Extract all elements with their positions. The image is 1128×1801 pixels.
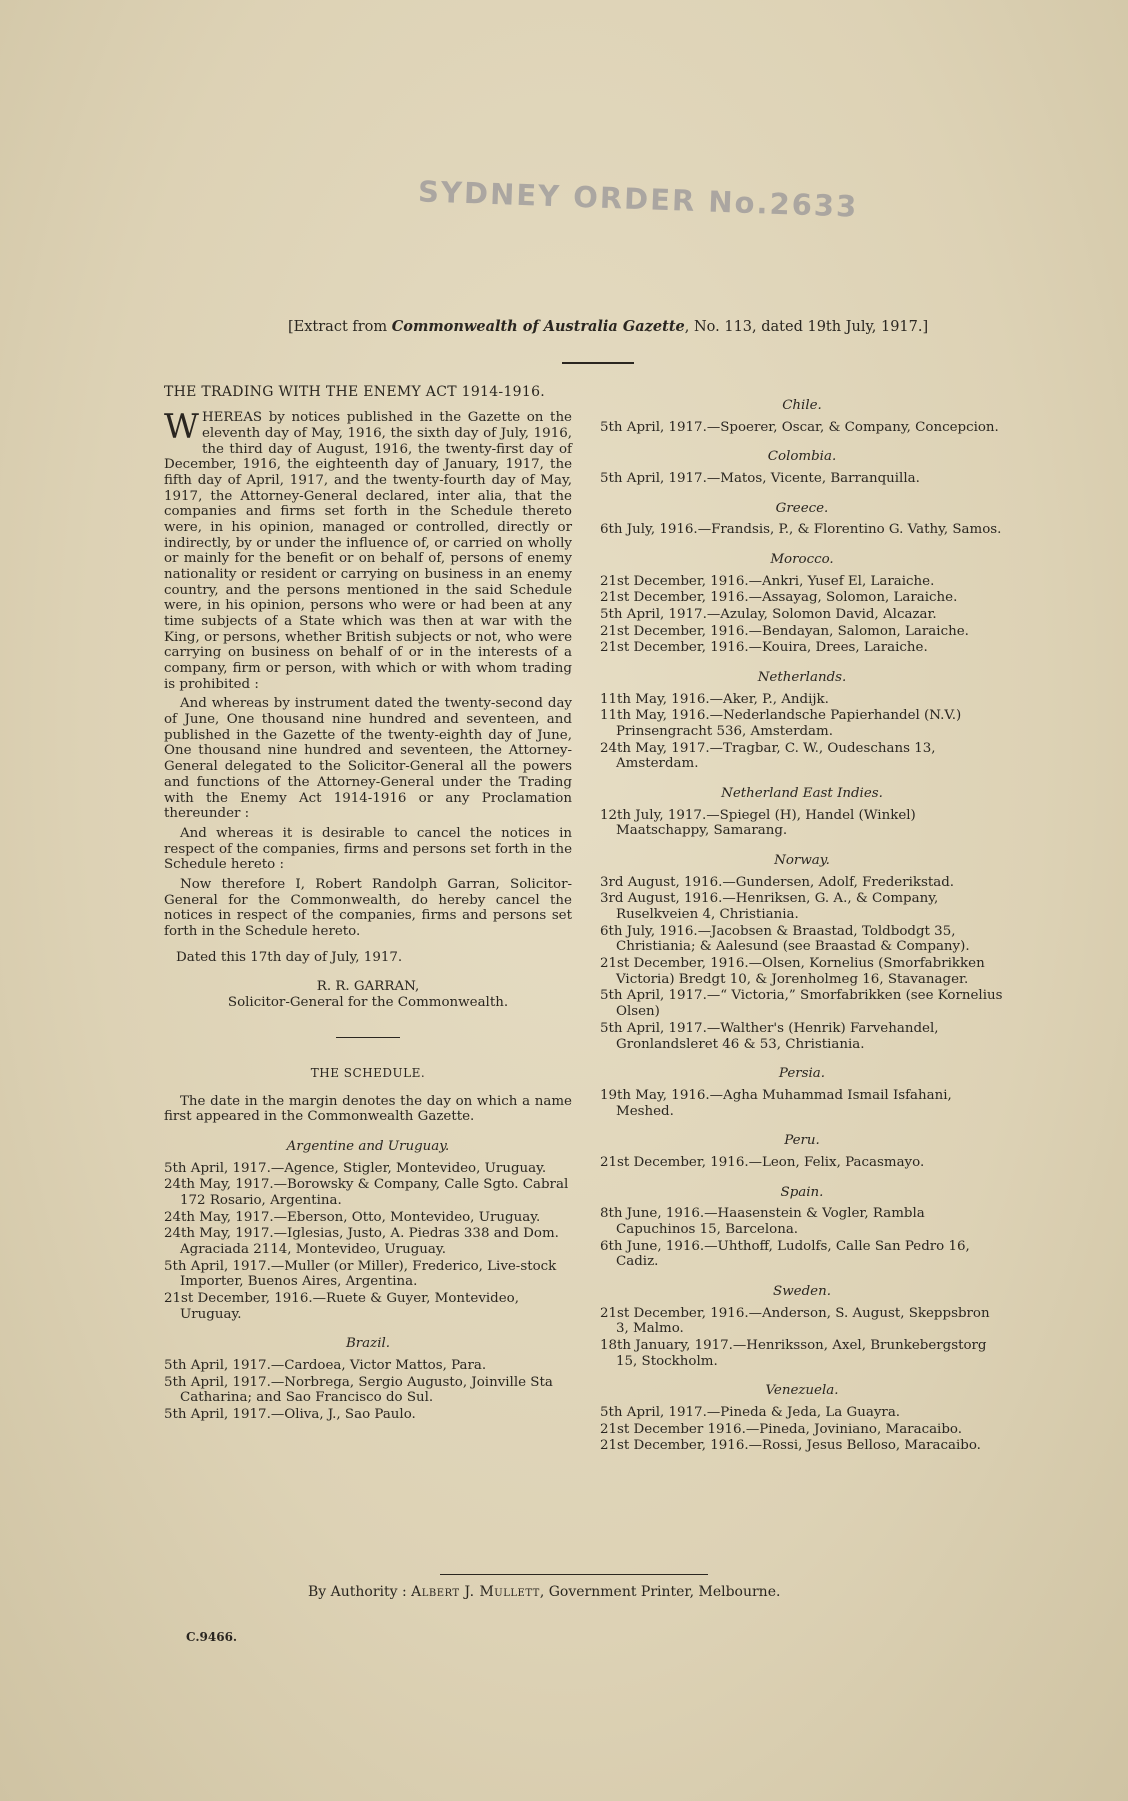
schedule-entry: 24th May, 1917.—Iglesias, Justo, A. Piedras 338 and Dom. Agraciada 2114, Montevideo, Uruguay. [164, 1226, 559, 1257]
schedule-entry: 5th April, 1917.—Spoerer, Oscar, & Company, Concepcion. [600, 419, 999, 435]
country-heading: Peru. [784, 1133, 820, 1149]
schedule-entry: 21st December, 1916.—Assayag, Solomon, Laraiche. [600, 590, 958, 606]
country-heading: Greece. [775, 500, 829, 516]
schedule-entry: 21st December 1916.—Pineda, Joviniano, Maracaibo. [600, 1421, 962, 1437]
schedule-entry: 5th April, 1917.—Oliva, J., Sao Paulo. [164, 1407, 416, 1423]
extract-publication: Commonwealth of Australia Gazette [391, 318, 685, 335]
schedule-entry: 19th May, 1916.—Agha Muhammad Ismail Isfahani, Meshed. [600, 1087, 952, 1119]
country-heading: Norway. [774, 853, 830, 869]
country-heading: Brazil. [345, 1336, 391, 1352]
left-schedule-sections [164, 1139, 572, 1423]
schedule-entry: 12th July, 1917.—Spiegel (H), Handel (Winkel) Maatschappy, Samarang. [600, 807, 916, 839]
act-paragraph-3: And whereas it is desirable to cancel the notices in respect of the companies, firms and persons set forth in the Schedule hereto : [164, 825, 572, 873]
act-paragraph-2: And whereas by instrument dated the twenty-second day of June, One thousand nine hundred and seventeen, and published in the Gazette of the twenty-eighth day of June, One thousand nine hundred and seventeen, the Attorney-General delegated to the Solicitor-General all the powers and functions of the Attorney-General under the Trading with the Enemy Act 1914-1916 or any Proclamation thereunder : [164, 696, 572, 822]
signatory: R. R. GARRAN, [316, 979, 420, 995]
schedule-entry: 5th April, 1917.—Agence, Stigler, Montevideo, Uruguay. [164, 1160, 547, 1176]
country-heading: Chile. [782, 398, 822, 413]
schedule-entry: 3rd August, 1916.—Gundersen, Adolf, Frederikstad. [600, 874, 955, 890]
country-heading: Venezuela. [765, 1383, 839, 1399]
country-heading: Netherland East Indies. [721, 786, 883, 802]
extract-suffix: , No. 113, dated 19th July, 1917.] [684, 319, 929, 335]
schedule-entry: 3rd August, 1916.—Henriksen, G. A., & Company, Ruselkveien 4, Christiania. [600, 891, 939, 923]
printer-name: Albert J. Mullett [411, 1584, 540, 1600]
act-paragraph-4: Now therefore I, Robert Randolph Garran, Solicitor-General for the Commonwealth, do hereby cancel the notices in respect of the companies, firms and persons set forth in the Schedule hereto. [164, 876, 572, 939]
schedule-title: THE SCHEDULE. [310, 1065, 426, 1080]
schedule-entry: 11th May, 1916.—Aker, P., Andijk. [600, 691, 829, 707]
right-column [600, 384, 1004, 1455]
schedule-entry: 5th April, 1917.—Pineda & Jeda, La Guayra. [600, 1404, 901, 1420]
schedule-note: The date in the margin denotes the day on which a name first appeared in the Commonwealth Gazette. [164, 1093, 572, 1125]
left-column [164, 384, 572, 1424]
country-heading: Sweden. [773, 1283, 831, 1299]
act-title: THE TRADING WITH THE ENEMY ACT 1914-1916. [164, 384, 546, 400]
extract-line [288, 318, 968, 335]
country-heading: Netherlands. [757, 670, 847, 686]
document-code: C.9466. [186, 1630, 238, 1644]
footer-prefix: By Authority : [308, 1584, 412, 1600]
schedule-entry: 5th April, 1917.—Muller (or Miller), Frederico, Live-stock Importer, Buenos Aires, Argentina. [164, 1258, 557, 1290]
footer-rule [440, 1574, 708, 1575]
schedule-entry: 8th June, 1916.—Haasenstein & Vogler, Rambla Capuchinos 15, Barcelona. [600, 1206, 925, 1237]
header-rule [562, 362, 634, 364]
schedule-entry: 5th April, 1917.—“ Victoria,” Smorfabrikken (see Kornelius Olsen) [600, 988, 1003, 1020]
section-divider [336, 1037, 400, 1038]
schedule-entry: 24th May, 1917.—Borowsky & Company, Calle Sgto. Cabral 172 Rosario, Argentina. [164, 1177, 569, 1208]
country-heading: Colombia. [767, 449, 837, 465]
schedule-entry: 21st December, 1916.—Bendayan, Salomon, Laraiche. [600, 623, 969, 639]
schedule-entry: 21st December, 1916.—Ankri, Yusef El, Laraiche. [600, 573, 935, 589]
extract-prefix: [Extract from [288, 319, 392, 335]
act-paragraph-1-text: HEREAS by notices published in the Gazette on the eleventh day of May, 1916, the sixth day of July, 1916, the third day of August, 1916, the twenty-first day of December, 1916, the eighteenth day of January, 1917, the fifth day of April, 1917, and the twenty-fourth day of May, 1917, the Attorney-General declared, inter alia, that the companies and firms set forth in the Schedule thereto were, in his opinion, managed or controlled, directly or indirectly, by or under the influence of, or carried on wholly or mainly for the benefit or on behalf of, persons of enemy nationality or resident or carrying on business in an enemy country, and the persons mentioned in the said Schedule were, in his opinion, persons who were or had been at any time subjects of a State which was then at war with the King, or persons, whether British subjects or not, who were carrying on business on behalf of or in the interests of a company, firm or person, with which or with whom trading is prohibited : [164, 410, 572, 692]
schedule-entry: 18th January, 1917.—Henriksson, Axel, Brunkebergstorg 15, Stockholm. [600, 1337, 987, 1369]
country-heading: Persia. [778, 1066, 826, 1082]
schedule-entry: 21st December, 1916.—Anderson, S. August, Skeppsbron 3, Malmo. [600, 1305, 990, 1337]
schedule-entry: 21st December, 1916.—Olsen, Kornelius (Smorfabrikken Victoria) Bredgt 10, & Jorenholmeg 16, Stavanager. [600, 956, 985, 987]
sydney-order-stamp: SYDNEY ORDER No.2633 [417, 174, 859, 224]
schedule-entry: 24th May, 1917.—Eberson, Otto, Montevideo, Uruguay. [164, 1209, 541, 1225]
schedule-entry: 5th April, 1917.—Azulay, Solomon David, Alcazar. [600, 607, 937, 623]
schedule-entry: 6th July, 1916.—Frandsis, P., & Florentino G. Vathy, Samos. [600, 522, 1002, 538]
schedule-entry: 21st December, 1916.—Leon, Felix, Pacasmayo. [600, 1154, 925, 1170]
act-paragraph-1 [164, 407, 572, 692]
schedule-entry: 21st December, 1916.—Kouira, Drees, Laraiche. [600, 640, 928, 656]
dated-line: Dated this 17th day of July, 1917. [176, 949, 403, 965]
drop-cap: W [164, 407, 199, 448]
signatory-title: Solicitor-General for the Commonwealth. [227, 994, 509, 1010]
schedule-entry: 21st December, 1916.—Rossi, Jesus Belloso, Maracaibo. [600, 1438, 981, 1454]
footer-suffix: , Government Printer, Melbourne. [539, 1584, 781, 1600]
schedule-entry: 24th May, 1917.—Tragbar, C. W., Oudeschans 13, Amsterdam. [600, 740, 936, 772]
right-schedule-sections [600, 398, 1004, 1454]
schedule-entry: 11th May, 1916.—Nederlandsche Papierhandel (N.V.) Prinsengracht 536, Amsterdam. [600, 708, 962, 740]
country-heading: Argentine and Uruguay. [286, 1138, 450, 1154]
schedule-entry: 5th April, 1917.—Norbrega, Sergio Augusto, Joinville Sta Catharina; and Sao Francisco do Sul. [164, 1374, 553, 1406]
printer-footer [308, 1584, 780, 1600]
schedule-entry: 6th June, 1916.—Uhthoff, Ludolfs, Calle San Pedro 16, Cadiz. [600, 1238, 970, 1270]
schedule-entry: 5th April, 1917.—Walther's (Henrik) Farvehandel, Gronlandsleret 46 & 53, Christiania. [600, 1020, 939, 1052]
schedule-entry: 5th April, 1917.—Cardoea, Victor Mattos, Para. [164, 1358, 487, 1373]
country-heading: Spain. [780, 1184, 824, 1200]
schedule-entry: 21st December, 1916.—Ruete & Guyer, Montevideo, Uruguay. [164, 1290, 519, 1322]
schedule-entry: 5th April, 1917.—Matos, Vicente, Barranquilla. [600, 471, 920, 487]
schedule-entry: 6th July, 1916.—Jacobsen & Braastad, Toldbodgt 35, Christiania; & Aalesund (see Braastad & Company). [600, 923, 970, 955]
country-heading: Morocco. [770, 552, 834, 568]
